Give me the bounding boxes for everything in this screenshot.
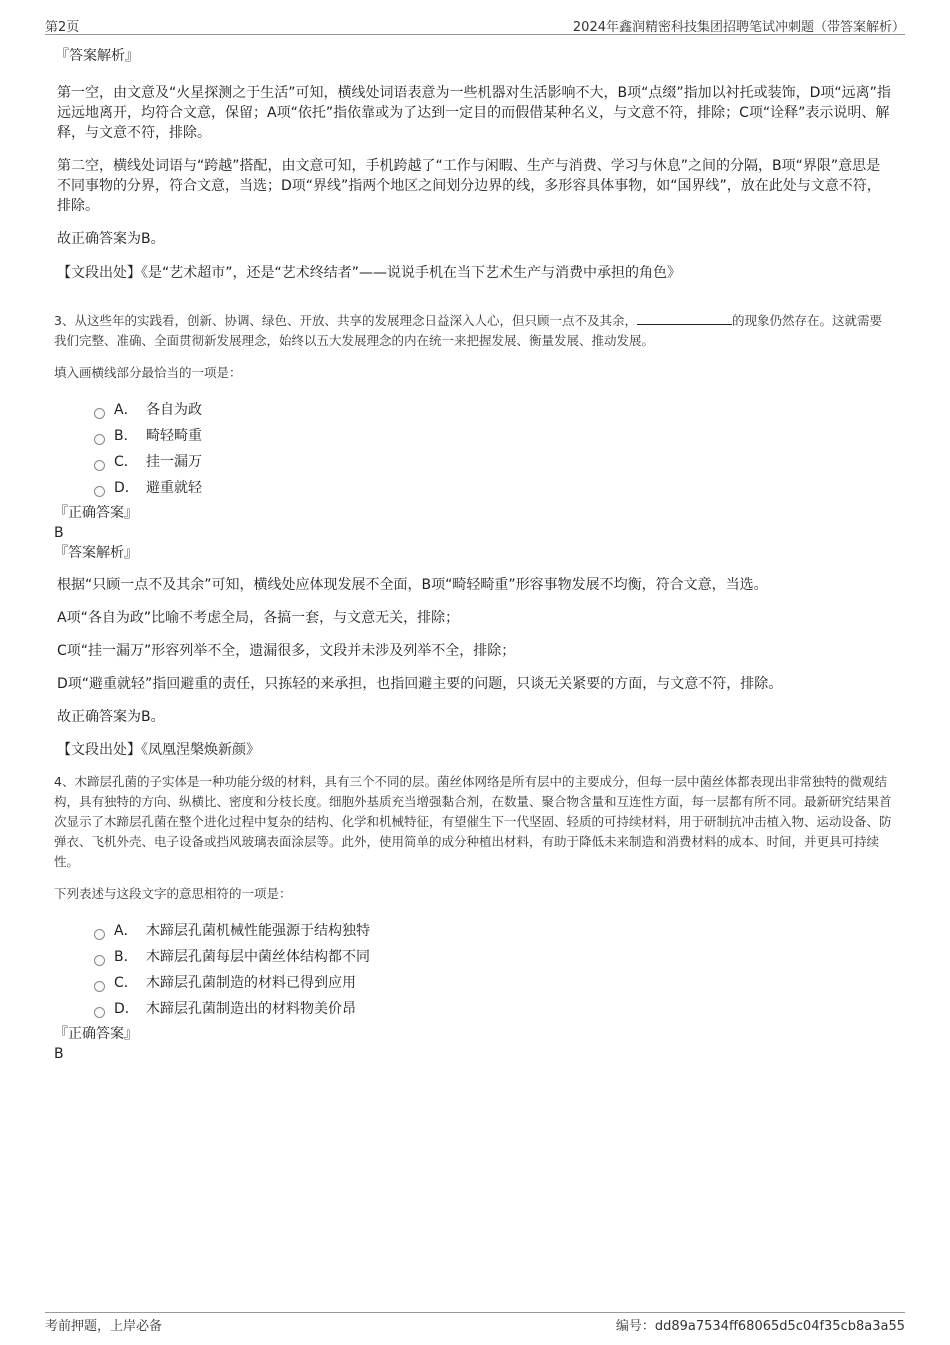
document-title: 2024年鑫润精密科技集团招聘笔试冲刺题（带答案解析） (572, 20, 905, 35)
option-a[interactable]: A． 各自为政 (94, 397, 892, 423)
radio-icon[interactable] (94, 460, 105, 471)
option-d[interactable]: D． 木蹄层孔菌制造出的材料物美价昂 (94, 996, 892, 1022)
q2-analysis-section (57, 46, 892, 283)
question-3 (54, 311, 892, 760)
analysis-paragraph: D项“避重就轻”指回避重的责任，只拣轻的来承担，也指回避主要的问题，只谈无关紧要的方面，与文意不符，排除。 (57, 676, 783, 692)
analysis-label: 『答案解析』 (55, 48, 139, 64)
question-stem: 4、木蹄层孔菌的子实体是一种功能分级的材料，具有三个不同的层。菌丝体网络是所有层中的主要成分，但每一层中菌丝体都表现出非常独特的微观结构，具有独特的方向、纵横比、密度和分枝长度。细胞外基质充当增强黏合剂，在数量、聚合物含量和互连性方面，每一层都有所不同。最新研究结果首次显示了木蹄层孔菌在整个进化过程中复杂的结构、化学和机械特征，有望催生下一代坚固、轻质的可持续材料，用于研制抗冲击植入物、运动设备、防弹衣、飞机外壳、电子设备或挡风玻璃表面涂层等。此外，使用简单的成分种植出材料，有助于降低未来制造和消费材料的成本、时间，并更具可持续性。 (54, 774, 892, 869)
source-citation: 【文段出处】《凤凰涅槃焕新颜》 (57, 742, 260, 758)
source-citation: 【文段出处】《是“艺术超市”，还是“艺术终结者”——说说手机在当下艺术生产与消费中承担的角色》 (57, 265, 682, 281)
correct-answer-label: 『正确答案』 (54, 505, 138, 521)
question-stem: 3、从这些年的实践看，创新、协调、绿色、开放、共享的发展理念日益深入人心，但只顾一点不及其余， 的现象仍然存在。这就需要我们完整、准确、全面贯彻新发展理念，始终以五大发展理念的内在统一来把握发展、衡量发展、推动发展。 (54, 313, 882, 348)
radio-icon[interactable] (94, 1007, 105, 1018)
analysis-paragraph: 第一空，由文意及“火星探测之于生活”可知，横线处词语表意为一些机器对生活影响不大，B项“点缀”指加以衬托或装饰，D项“远离”指远远地离开，均符合文意，保留；A项“依托”指依靠或为了达到一定目的而假借某种名义，与文意不符，排除；C项“诠释”表示说明、解释，与文意不符，排除。 (57, 85, 891, 141)
analysis-label: 『答案解析』 (54, 545, 138, 561)
fill-blank-line (637, 312, 732, 325)
option-c[interactable]: C． 挂一漏万 (94, 449, 892, 475)
radio-icon[interactable] (94, 981, 105, 992)
page-header (45, 14, 905, 35)
correct-answer-label: 『正确答案』 (54, 1026, 138, 1042)
radio-icon[interactable] (94, 929, 105, 940)
option-list (94, 397, 892, 501)
analysis-conclusion: 故正确答案为B。 (57, 231, 165, 247)
option-a[interactable]: A． 木蹄层孔菌机械性能强源于结构独特 (94, 918, 892, 944)
option-b[interactable]: B． 木蹄层孔菌每层中菌丝体结构都不同 (94, 944, 892, 970)
analysis-paragraph: 根据“只顾一点不及其余”可知，横线处应体现发展不全面，B项“畸轻畸重”形容事物发展不均衡，符合文意，当选。 (57, 577, 768, 593)
correct-answer: B (54, 525, 64, 541)
option-b[interactable]: B． 畸轻畸重 (94, 423, 892, 449)
question-prompt: 填入画横线部分最恰当的一项是： (54, 365, 242, 380)
analysis-paragraph: 第二空，横线处词语与“跨越”搭配，由文意可知，手机跨越了“工作与闲暇、生产与消费、学习与休息”之间的分隔，B项“界限”意思是不同事物的分界，符合文意，当选；D项“界线”指两个地区之间划分边界的线，多形容具体事物，如“国界线”，放在此处与文意不符，排除。 (57, 158, 881, 214)
radio-icon[interactable] (94, 955, 105, 966)
correct-answer: B (54, 1046, 64, 1062)
document-code: 编号：dd89a7534ff68065d5c04f35cb8a3a55 (615, 1319, 905, 1334)
radio-icon[interactable] (94, 434, 105, 445)
radio-icon[interactable] (94, 486, 105, 497)
radio-icon[interactable] (94, 408, 105, 419)
analysis-paragraph: C项“挂一漏万”形容列举不全，遗漏很多，文段并未涉及列举不全，排除； (57, 643, 516, 659)
page-number: 第2页 (45, 20, 80, 35)
analysis-paragraph: A项“各自为政”比喻不考虑全局，各搞一套，与文意无关，排除； (57, 610, 460, 626)
analysis-conclusion: 故正确答案为B。 (57, 709, 165, 725)
option-c[interactable]: C． 木蹄层孔菌制造的材料已得到应用 (94, 970, 892, 996)
document-body (54, 46, 892, 1064)
footer-slogan: 考前押题，上岸必备 (45, 1319, 163, 1334)
question-prompt: 下列表述与这段文字的意思相符的一项是： (54, 886, 292, 901)
question-4 (54, 772, 892, 1064)
option-d[interactable]: D． 避重就轻 (94, 475, 892, 501)
page-footer (45, 1312, 905, 1333)
option-list (94, 918, 892, 1022)
